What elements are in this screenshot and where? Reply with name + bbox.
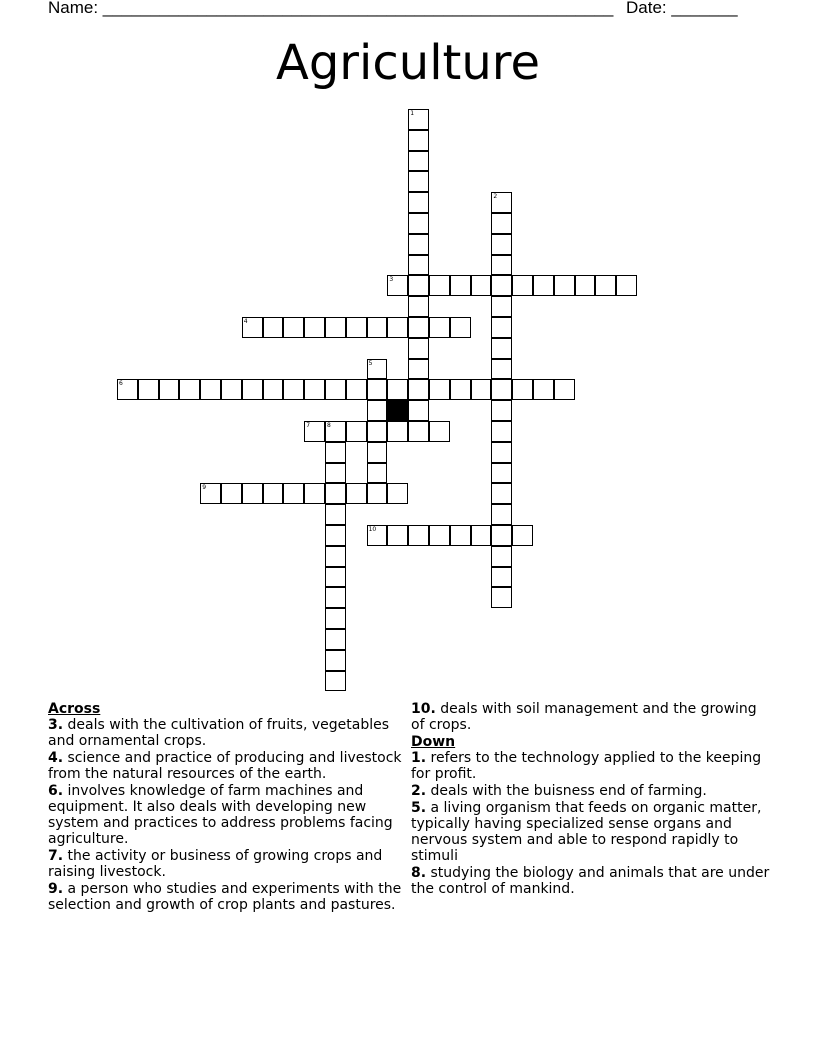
across-clue xyxy=(411,701,771,733)
clue-number: 10. xyxy=(411,701,436,717)
crossword-cell[interactable] xyxy=(367,359,388,380)
date-field[interactable]: Date: _______ xyxy=(626,0,738,17)
clue-text: involves knowledge of farm machines and equipment. It also deals with developing new system and practices to address problems facing agriculture. xyxy=(48,783,393,847)
crossword-cell[interactable] xyxy=(491,234,512,255)
crossword-cell[interactable] xyxy=(200,379,221,400)
crossword-cell[interactable] xyxy=(408,359,429,380)
crossword-cell[interactable] xyxy=(491,379,512,400)
crossword-cell[interactable] xyxy=(491,442,512,463)
crossword-cell[interactable] xyxy=(221,483,242,504)
name-field[interactable]: Name: ______________________________________________________ xyxy=(48,0,614,17)
crossword-cell[interactable] xyxy=(179,379,200,400)
clue-number: 1. xyxy=(411,750,427,766)
crossword-cell[interactable] xyxy=(283,317,304,338)
crossword-cell[interactable] xyxy=(367,400,388,421)
crossword-cell[interactable] xyxy=(325,442,346,463)
crossword-cell[interactable] xyxy=(408,338,429,359)
crossword-cell[interactable] xyxy=(408,234,429,255)
crossword-cell[interactable] xyxy=(491,546,512,567)
crossword-cell[interactable] xyxy=(450,525,471,546)
crossword-cell[interactable] xyxy=(346,317,367,338)
crossword-cell[interactable] xyxy=(221,379,242,400)
crossword-cell[interactable] xyxy=(263,379,284,400)
crossword-cell[interactable] xyxy=(117,379,138,400)
crossword-cell[interactable] xyxy=(325,629,346,650)
cell-number: 10 xyxy=(368,526,377,533)
crossword-cell[interactable] xyxy=(616,275,637,296)
crossword-cell[interactable] xyxy=(491,463,512,484)
crossword-cell[interactable] xyxy=(159,379,180,400)
crossword-cell[interactable] xyxy=(387,379,408,400)
across-heading: Across xyxy=(48,701,101,717)
crossword-cell[interactable] xyxy=(325,317,346,338)
crossword-cell[interactable] xyxy=(367,483,388,504)
crossword-cell[interactable] xyxy=(408,171,429,192)
crossword-cell[interactable] xyxy=(491,213,512,234)
clues-right-column xyxy=(411,701,771,898)
cell-number: 8 xyxy=(327,422,331,429)
cell-number: 6 xyxy=(119,380,123,388)
crossword-cell[interactable] xyxy=(387,421,408,442)
crossword-cell[interactable] xyxy=(408,130,429,151)
crossword-cell[interactable] xyxy=(242,317,263,338)
crossword-cell[interactable] xyxy=(491,587,512,608)
clue-text: deals with the cultivation of fruits, vegetables and ornamental crops. xyxy=(48,717,390,749)
crossword-cell[interactable] xyxy=(408,151,429,172)
down-heading: Down xyxy=(411,734,456,750)
crossword-cell[interactable] xyxy=(491,338,512,359)
crossword-cell[interactable] xyxy=(408,421,429,442)
crossword-cell[interactable] xyxy=(304,483,325,504)
clue-text: studying the biology and animals that are under the control of mankind. xyxy=(411,865,770,897)
crossword-cell[interactable] xyxy=(325,587,346,608)
crossword-cell[interactable] xyxy=(325,421,346,442)
down-clue xyxy=(411,783,771,799)
crossword-cell[interactable] xyxy=(408,400,429,421)
cell-number: 4 xyxy=(243,318,248,325)
clue-text: refers to the technology applied to the keeping for profit. xyxy=(411,750,762,782)
crossword-cell[interactable] xyxy=(367,379,388,400)
clues-left-column xyxy=(48,701,408,914)
crossword-cell[interactable] xyxy=(429,421,450,442)
clue-text: a person who studies and experiments with the selection and growth of crop plants and pastures. xyxy=(48,881,402,913)
crossword-cell[interactable] xyxy=(491,192,512,213)
crossword-cell[interactable] xyxy=(283,483,304,504)
crossword-cell[interactable] xyxy=(491,296,512,317)
crossword-cell[interactable] xyxy=(325,650,346,671)
crossword-cell[interactable] xyxy=(367,317,388,338)
crossword-cell[interactable] xyxy=(304,421,325,442)
down-clue xyxy=(411,865,771,897)
crossword-cell[interactable] xyxy=(367,421,388,442)
crossword-cell[interactable] xyxy=(367,463,388,484)
crossword-cell[interactable] xyxy=(408,379,429,400)
clue-text: the activity or business of growing crops and raising livestock. xyxy=(48,848,383,880)
crossword-cell[interactable] xyxy=(512,379,533,400)
crossword-cell[interactable] xyxy=(408,296,429,317)
crossword-cell[interactable] xyxy=(491,255,512,276)
crossword-cell[interactable] xyxy=(554,275,575,296)
across-clue xyxy=(48,881,408,913)
clue-number: 6. xyxy=(48,783,64,799)
crossword-cell[interactable] xyxy=(325,379,346,400)
crossword-cell[interactable] xyxy=(346,379,367,400)
crossword-cell[interactable] xyxy=(387,483,408,504)
cell-number: 2 xyxy=(493,193,498,201)
crossword-cell[interactable] xyxy=(304,379,325,400)
crossword-cell[interactable] xyxy=(491,317,512,338)
crossword-cell[interactable] xyxy=(346,483,367,504)
clue-text: deals with soil management and the growing of crops. xyxy=(411,701,757,733)
crossword-cell[interactable] xyxy=(491,359,512,380)
crossword-cell[interactable] xyxy=(283,379,304,400)
crossword-cell[interactable] xyxy=(408,192,429,213)
crossword-cell[interactable] xyxy=(325,546,346,567)
crossword-cell[interactable] xyxy=(325,608,346,629)
crossword-cell[interactable] xyxy=(387,317,408,338)
across-clue xyxy=(48,783,408,847)
clue-text: deals with the buisness end of farming. xyxy=(430,783,707,799)
crossword-cell[interactable] xyxy=(429,275,450,296)
crossword-cell[interactable] xyxy=(200,483,221,504)
crossword-cell[interactable] xyxy=(575,275,596,296)
crossword-cell[interactable] xyxy=(367,525,388,546)
crossword-cell[interactable] xyxy=(512,275,533,296)
cell-number: 7 xyxy=(306,422,311,429)
crossword-cell[interactable] xyxy=(491,400,512,421)
crossword-cell[interactable] xyxy=(512,525,533,546)
crossword-cell[interactable] xyxy=(491,421,512,442)
crossword-cell[interactable] xyxy=(491,504,512,525)
crossword-cell[interactable] xyxy=(325,525,346,546)
page-title: Agriculture xyxy=(276,35,540,91)
across-clue xyxy=(48,717,408,749)
across-clue xyxy=(48,848,408,880)
crossword-cell[interactable] xyxy=(408,213,429,234)
crossword-cell[interactable] xyxy=(429,317,450,338)
crossword-cell[interactable] xyxy=(408,317,429,338)
clue-text: science and practice of producing and livestock from the natural resources of the earth. xyxy=(48,750,402,782)
crossword-cell[interactable] xyxy=(471,379,492,400)
crossword-cell[interactable] xyxy=(450,379,471,400)
cell-number: 3 xyxy=(389,276,394,284)
clue-number: 3. xyxy=(48,717,64,733)
crossword-cell[interactable] xyxy=(429,525,450,546)
crossword-cell[interactable] xyxy=(325,567,346,588)
crossword-cell[interactable] xyxy=(242,379,263,400)
crossword-cell[interactable] xyxy=(263,317,284,338)
crossword-cell[interactable] xyxy=(325,463,346,484)
clue-number: 4. xyxy=(48,750,64,766)
crossword-cell[interactable] xyxy=(346,421,367,442)
crossword-cell[interactable] xyxy=(471,525,492,546)
crossword-cell[interactable] xyxy=(263,483,284,504)
down-clue xyxy=(411,750,771,782)
across-clue xyxy=(48,750,408,782)
clue-text: a living organism that feeds on organic matter, typically having specialized sense organs and nervous system and able to respond rapidly to stimuli xyxy=(411,800,762,864)
crossword-cell[interactable] xyxy=(595,275,616,296)
crossword-cell[interactable] xyxy=(554,379,575,400)
crossword-cell[interactable] xyxy=(533,379,554,400)
clue-number: 7. xyxy=(48,848,64,864)
cell-number: 1 xyxy=(410,110,415,117)
crossword-cell[interactable] xyxy=(491,275,512,296)
crossword-cell[interactable] xyxy=(408,109,429,130)
crossword-cell[interactable] xyxy=(408,525,429,546)
clue-number: 5. xyxy=(411,800,427,816)
crossword-black-cell xyxy=(387,400,408,421)
crossword-cell[interactable] xyxy=(242,483,263,504)
crossword-cell[interactable] xyxy=(408,255,429,276)
crossword-cell[interactable] xyxy=(138,379,159,400)
crossword-cell[interactable] xyxy=(471,275,492,296)
clue-number: 8. xyxy=(411,865,427,881)
cell-number: 9 xyxy=(202,484,207,492)
crossword-cell[interactable] xyxy=(325,483,346,504)
crossword-cell[interactable] xyxy=(491,567,512,588)
crossword-cell[interactable] xyxy=(304,317,325,338)
clue-number: 9. xyxy=(48,881,64,897)
cell-number: 5 xyxy=(368,359,373,367)
crossword-cell[interactable] xyxy=(325,671,346,692)
crossword-cell[interactable] xyxy=(450,317,471,338)
crossword-cell[interactable] xyxy=(367,442,388,463)
down-clue xyxy=(411,800,771,864)
crossword-cell[interactable] xyxy=(450,275,471,296)
crossword-cell[interactable] xyxy=(387,525,408,546)
crossword-cell[interactable] xyxy=(491,483,512,504)
crossword-cell[interactable] xyxy=(387,275,408,296)
crossword-cell[interactable] xyxy=(429,379,450,400)
crossword-cell[interactable] xyxy=(325,504,346,525)
crossword-cell[interactable] xyxy=(408,275,429,296)
clue-number: 2. xyxy=(411,783,427,799)
crossword-cell[interactable] xyxy=(491,525,512,546)
crossword-cell[interactable] xyxy=(533,275,554,296)
